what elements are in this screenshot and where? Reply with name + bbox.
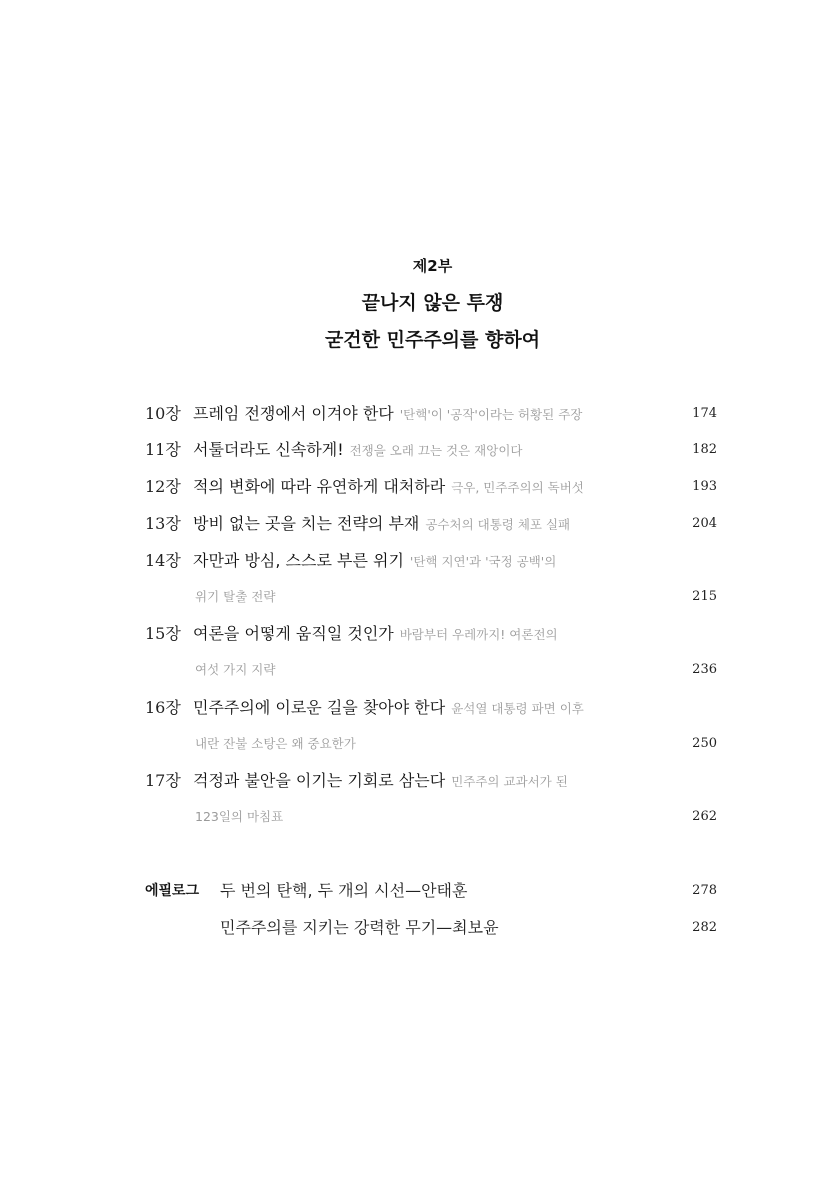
page-number: 174	[692, 406, 717, 421]
toc-entry[interactable]	[145, 696, 717, 720]
toc-entry-continuation	[145, 732, 717, 756]
chapter-number: 11장	[145, 440, 181, 459]
chapter-title	[193, 475, 584, 500]
page-number: 262	[692, 809, 717, 824]
chapter-title	[193, 622, 558, 647]
chapter-title-text: 적의 변화에 따라 유연하게 대처하라	[193, 477, 446, 496]
chapter-title-text: 걱정과 불안을 이기는 기회로 삼는다	[193, 771, 446, 790]
chapter-title-text: 방비 없는 곳을 치는 전략의 부재	[193, 514, 420, 533]
chapter-subtitle: 전쟁을 오래 끄는 것은 재앙이다	[349, 443, 523, 458]
chapter-number: 15장	[145, 624, 181, 643]
chapter-title	[193, 402, 582, 427]
chapter-number: 17장	[145, 771, 181, 790]
chapter-title	[193, 512, 570, 537]
chapter-subtitle: 민주주의 교과서가 된	[451, 774, 568, 789]
toc-entry[interactable]	[145, 769, 717, 793]
chapter-title-text: 여론을 어떻게 움직일 것인가	[193, 624, 394, 643]
page-number: 250	[692, 736, 717, 751]
part-label: 제2부	[412, 257, 453, 275]
chapter-title	[193, 769, 568, 794]
chapter-subtitle: 윤석열 대통령 파면 이후	[451, 701, 584, 716]
chapter-number: 12장	[145, 477, 181, 496]
toc-entry[interactable]	[145, 512, 717, 536]
page-number: 215	[692, 589, 717, 604]
toc-entry-continuation	[145, 585, 717, 609]
chapter-subtitle: '탄핵'이 '공작'이라는 허황된 주장	[399, 407, 583, 422]
page-number: 278	[692, 883, 717, 898]
chapter-number: 14장	[145, 551, 181, 570]
epilogue-entry[interactable]	[145, 916, 717, 940]
chapter-number: 13장	[145, 514, 181, 533]
toc-entry-continuation	[145, 658, 717, 682]
page-number: 182	[692, 442, 717, 457]
toc-entry[interactable]	[145, 549, 717, 573]
epilogue-entry[interactable]	[145, 879, 717, 903]
chapter-title-text: 자만과 방심, 스스로 부른 위기	[193, 551, 404, 570]
chapter-title-text: 프레임 전쟁에서 이겨야 한다	[193, 404, 394, 423]
epilogue-title: 민주주의를 지키는 강력한 무기—최보윤	[220, 918, 499, 937]
chapter-subtitle: '탄핵 지연'과 '국정 공백'의	[409, 554, 557, 569]
chapter-title	[193, 549, 556, 574]
page-number: 193	[692, 479, 717, 494]
chapter-subtitle-continued: 내란 잔불 소탕은 왜 중요한가	[195, 736, 356, 751]
chapter-subtitle-continued: 여섯 가지 지략	[195, 662, 276, 677]
epilogue-label: 에필로그	[145, 883, 200, 899]
toc-entry[interactable]	[145, 475, 717, 499]
chapter-number: 16장	[145, 698, 181, 717]
part-title-line2: 굳건한 민주주의를 향하여	[324, 329, 541, 351]
page-number: 236	[692, 662, 717, 677]
chapter-subtitle: 공수처의 대통령 체포 실패	[425, 517, 571, 532]
chapter-subtitle: 극우, 민주주의의 독버섯	[451, 480, 584, 495]
page-number: 282	[692, 920, 717, 935]
chapter-title	[193, 438, 522, 463]
toc-entry-continuation	[145, 805, 717, 829]
chapter-title-text: 민주주의에 이로운 길을 찾아야 한다	[193, 698, 446, 717]
chapter-number: 10장	[145, 404, 181, 423]
chapter-title-text: 서툴더라도 신속하게!	[193, 440, 344, 459]
part-title-line1: 끝나지 않은 투쟁	[361, 292, 504, 314]
chapter-title	[193, 696, 584, 721]
chapter-subtitle: 바람부터 우레까지! 여론전의	[399, 627, 558, 642]
chapter-subtitle-continued: 위기 탈출 전략	[195, 589, 276, 604]
toc-entry[interactable]	[145, 622, 717, 646]
toc-entry[interactable]	[145, 438, 717, 462]
page-number: 204	[692, 516, 717, 531]
epilogue-title: 두 번의 탄핵, 두 개의 시선—안태훈	[220, 881, 468, 900]
toc-entry[interactable]	[145, 402, 717, 426]
chapter-subtitle-continued: 123일의 마침표	[195, 809, 284, 824]
